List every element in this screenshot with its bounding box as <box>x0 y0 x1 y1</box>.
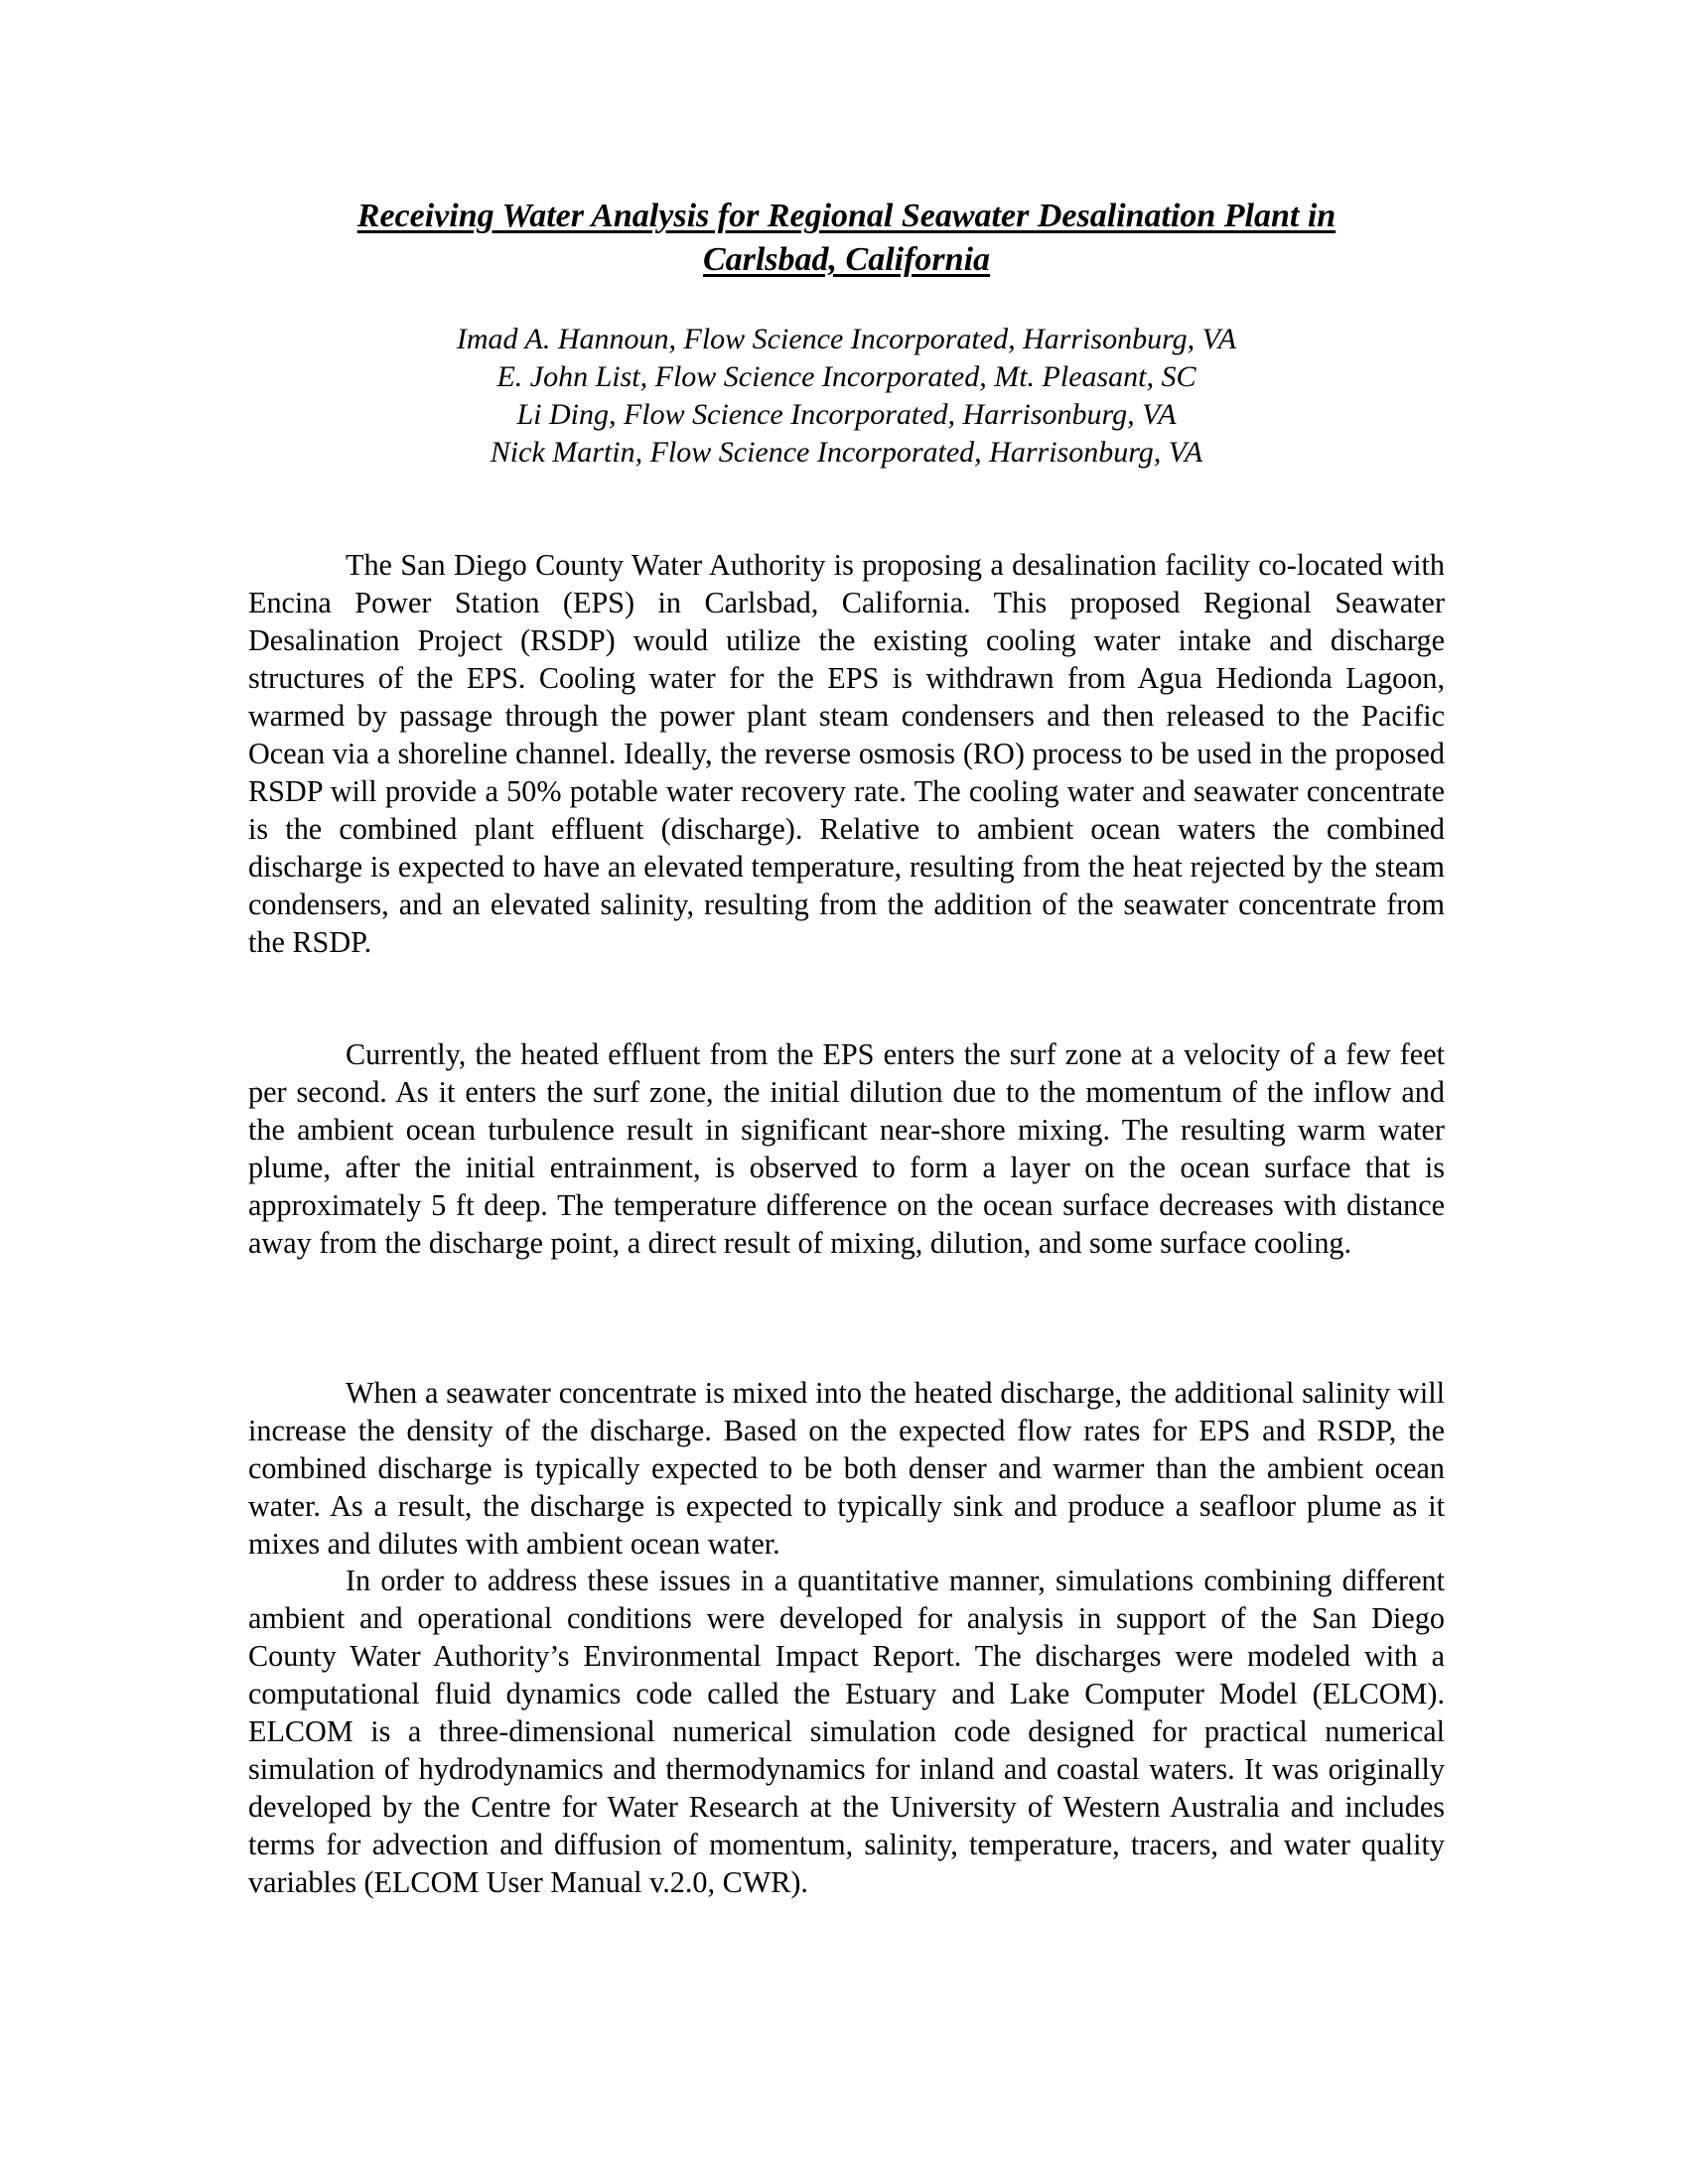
title-line-1: Receiving Water Analysis for Regional Seawater Desalination Plant in <box>356 198 1336 234</box>
author-2: E. John List, Flow Science Incorporated, Mt. Pleasant, SC <box>496 360 1196 393</box>
author-3: Li Ding, Flow Science Incorporated, Harrisonburg, VA <box>516 398 1177 431</box>
title-line-2: Carlsbad, California <box>702 241 991 278</box>
author-list <box>248 321 1445 472</box>
paragraph-2: Currently, the heated effluent from the EPS enters the surf zone at a velocity of a few feet per second. As it enters the surf zone, the initial dilution due to the momentum of the inflow and the ambient ocean turbulence result in significant near-shore mixing. The resulting warm water plume, after the initial entrainment, is observed to form a layer on the ocean surface that is approximately 5 ft deep. The temperature difference on the ocean surface decreases with distance away from the discharge point, a direct result of mixing, dilution, and some surface cooling. <box>248 1037 1445 1260</box>
paper-title <box>248 195 1445 282</box>
paragraph-3: When a seawater concentrate is mixed into the heated discharge, the additional salinity will increase the density of the discharge. Based on the expected flow rates for EPS and RSDP, the combined discharge is typically expected to be both denser and warmer than the ambient ocean water. As a result, the discharge is expected to typically sink and produce a seafloor plume as it mixes and dilutes with ambient ocean water. <box>248 1376 1445 1561</box>
author-4: Nick Martin, Flow Science Incorporated, Harrisonburg, VA <box>490 436 1203 469</box>
author-1: Imad A. Hannoun, Flow Science Incorporated, Harrisonburg, VA <box>456 323 1237 355</box>
paragraph-4: In order to address these issues in a quantitative manner, simulations combining different ambient and operational conditions were developed for analysis in support of the San Diego County Water Authority’s Environmental Impact Report. The discharges were modeled with a computational fluid dynamics code called the Estuary and Lake Computer Model (ELCOM). ELCOM is a three-dimensional numerical simulation code designed for practical numerical simulation of hydrodynamics and thermodynamics for inland and coastal waters. It was originally developed by the Centre for Water Research at the University of Western Australia and includes terms for advection and diffusion of momentum, salinity, temperature, tracers, and water quality variables (ELCOM User Manual v.2.0, CWR). <box>248 1564 1445 1899</box>
paragraph-1: The San Diego County Water Authority is proposing a desalination facility co-located with Encina Power Station (EPS) in Carlsbad, California. This proposed Regional Seawater Desalination Project (RSDP) would utilize the existing cooling water intake and discharge structures of the EPS. Cooling water for the EPS is withdrawn from Agua Hedionda Lagoon, warmed by passage through the power plant steam condensers and then released to the Pacific Ocean via a shoreline channel. Ideally, the reverse osmosis (RO) process to be used in the proposed RSDP will provide a 50% potable water recovery rate. The cooling water and seawater concentrate is the combined plant effluent (discharge). Relative to ambient ocean waters the combined discharge is expected to have an elevated temperature, resulting from the heat rejected by the steam condensers, and an elevated salinity, resulting from the addition of the seawater concentrate from the RSDP. <box>248 548 1445 959</box>
